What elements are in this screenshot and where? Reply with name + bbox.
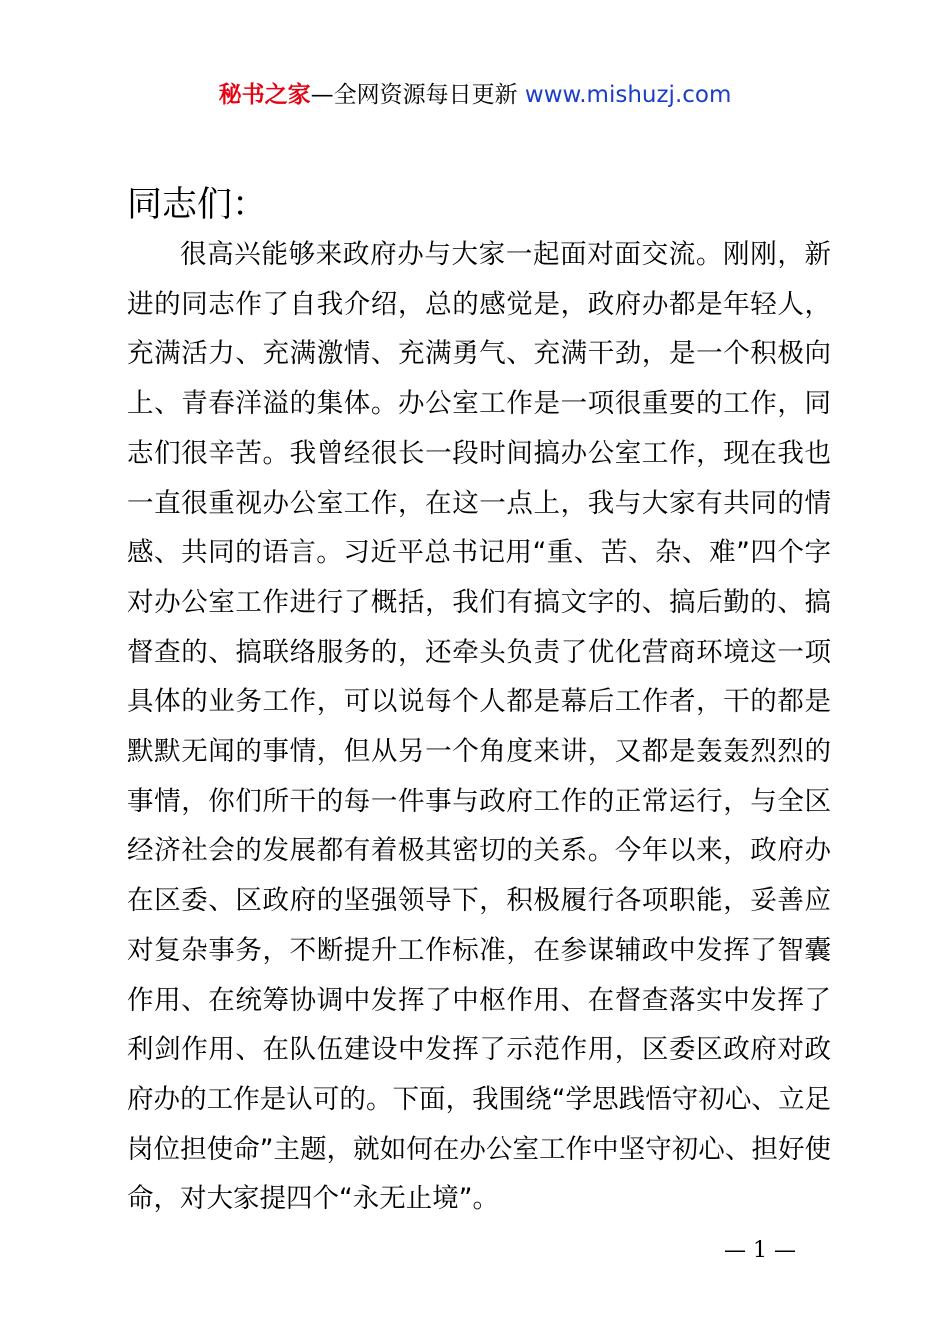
site-url-link[interactable]: www.mishuzj.com: [524, 82, 732, 108]
header-tagline: —全网资源每日更新: [310, 82, 518, 108]
salutation: 同志们：: [127, 185, 268, 225]
body-paragraph: 很高兴能够来政府办与大家一起面对面交流。刚刚，新进的同志作了自我介绍，总的感觉是，政府办都是年轻人，充满活力、充满激情、充满勇气、充满干劲，是一个积极向上、青春洋溢的集体。办公室工作是一项很重要的工作，同志们很辛苦。我曾经很长一段时间搞办公室工作，现在我也一直很重视办公室工作，在这一点上，我与大家有共同的情感、共同的语言。习近平总书记用“重、苦、杂、难”四个字对办公室工作进行了概括，我们有搞文字的、搞后勤的、搞督查的、搞联络服务的，还牵头负责了优化营商环境这一项具体的业务工作，可以说每个人都是幕后工作者，干的都是默默无闻的事情，但从另一个角度来讲，又都是轰轰烈烈的事情，你们所干的每一件事与政府工作的正常运行，与全区经济社会的发展都有着极其密切的关系。今年以来，政府办在区委、区政府的坚强领导下，积极履行各项职能，妥善应对复杂事务，不断提升工作标准，在参谋辅政中发挥了智囊作用、在统筹协调中发挥了中枢作用、在督查落实中发挥了利剑作用、在队伍建设中发挥了示范作用，区委区政府对政府办的工作是认可的。下面，我围绕“学思践悟守初心、立足岗位担使命”主题，就如何在办公室工作中坚守初心、担好使命，对大家提四个“永无止境”。: [127, 239, 831, 1215]
site-header: [0, 80, 950, 110]
brand-name: 秘书之家: [218, 82, 311, 108]
page-number: — 1 —: [724, 1238, 796, 1263]
